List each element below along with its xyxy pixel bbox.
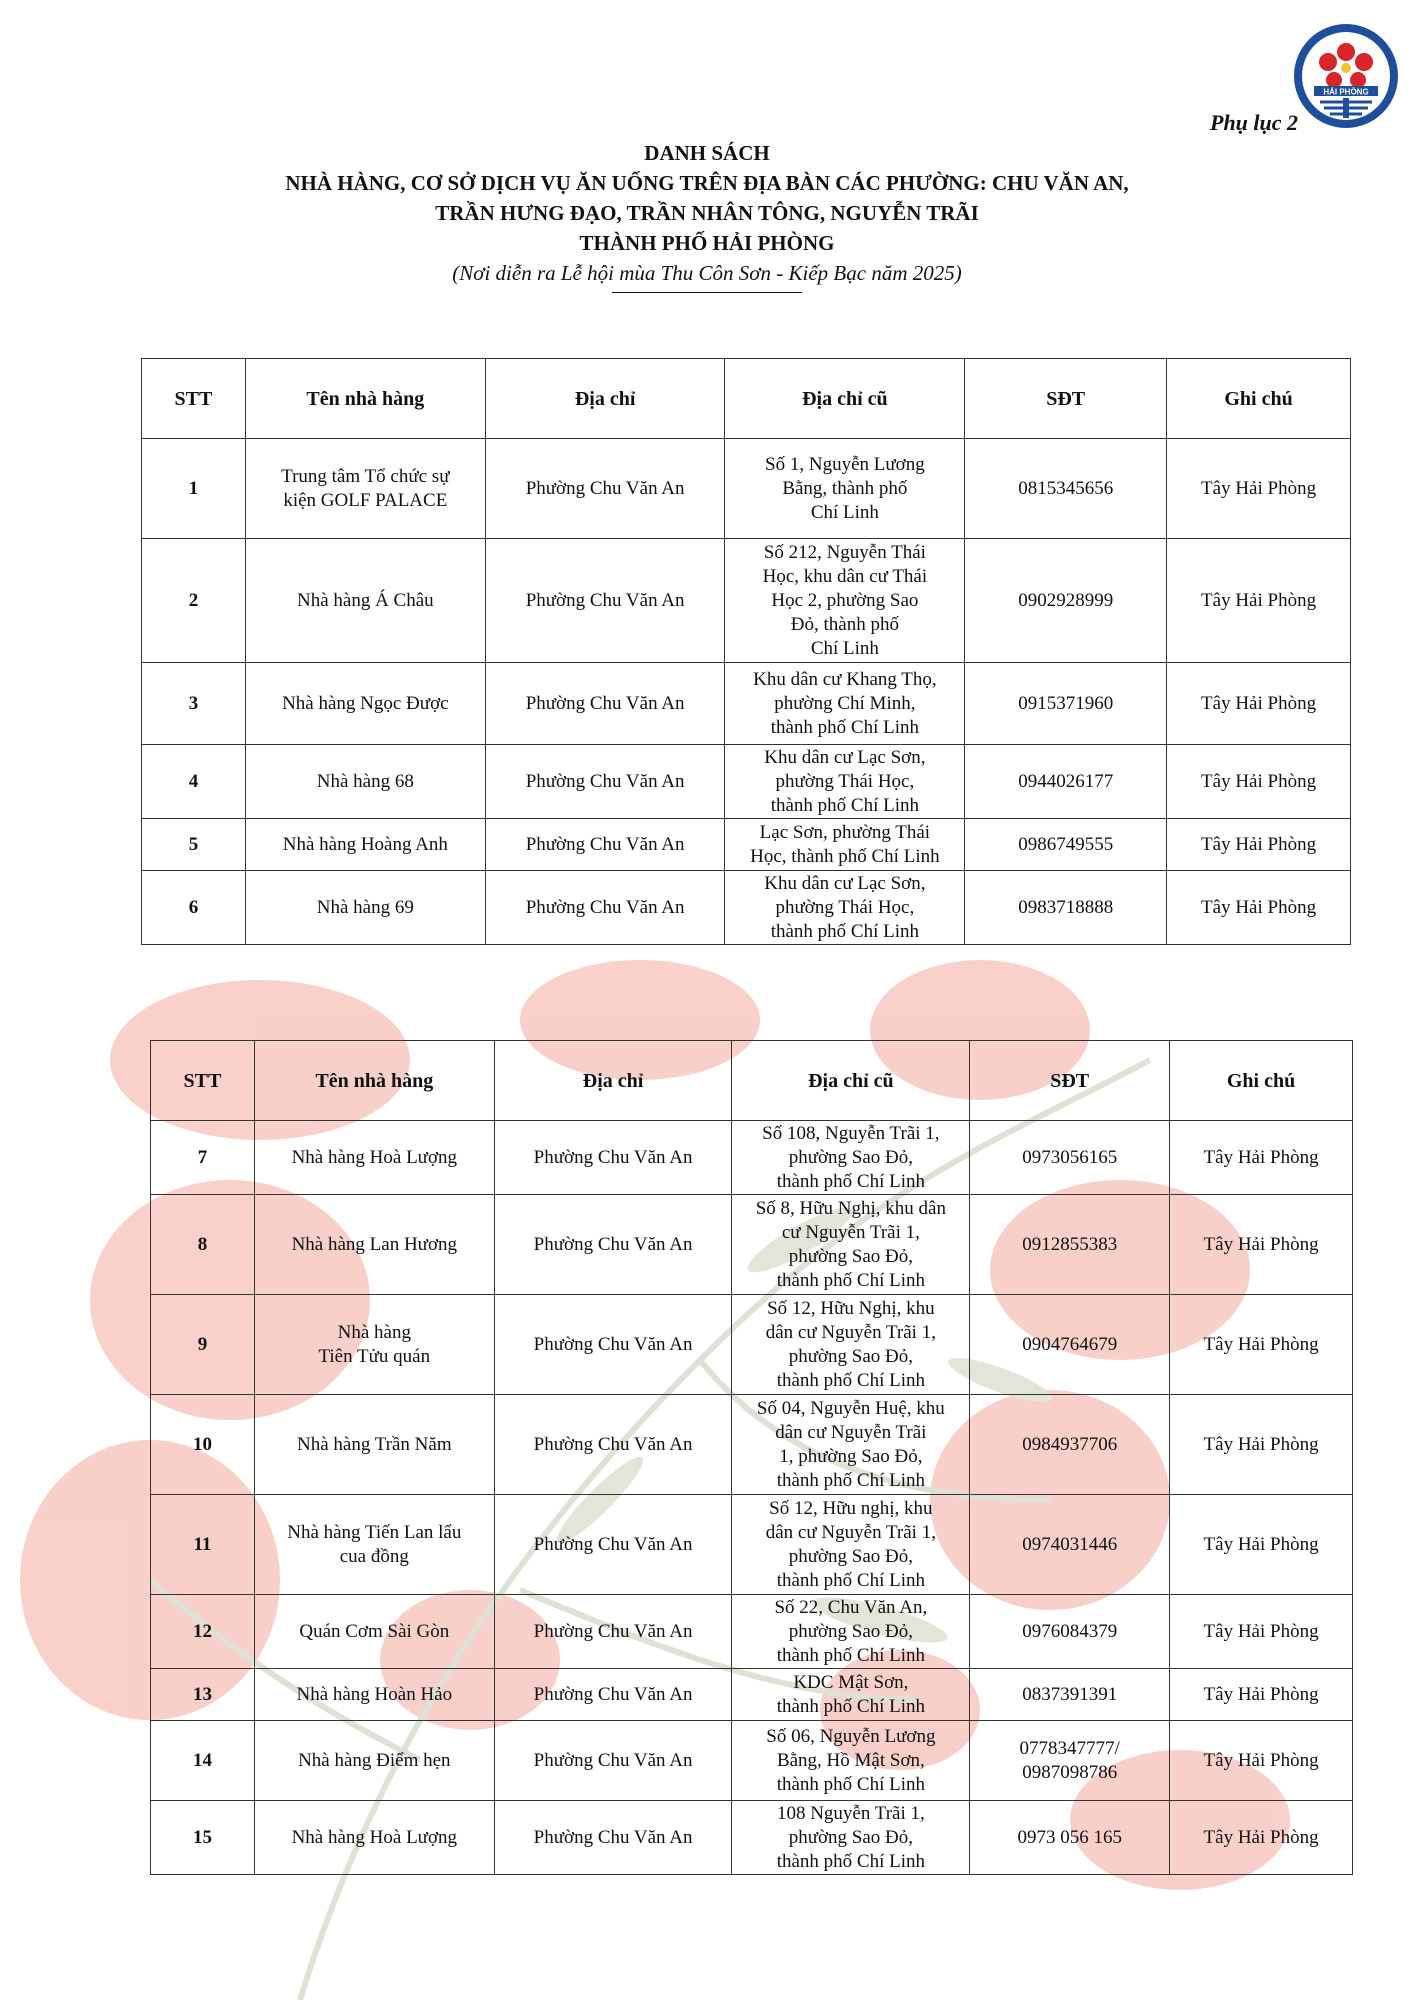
name-cell-line: kiện GOLF PALACE (283, 489, 448, 511)
old-address-cell-line: cư Nguyễn Trãi 1, (781, 1221, 920, 1243)
old-address-cell-line: thành phố Chí Linh (776, 1695, 926, 1717)
phone-cell (965, 745, 1167, 819)
phone-cell (970, 1669, 1170, 1721)
hai-phong-logo (1290, 20, 1402, 132)
old-address-cell-line: thành phố Chí Linh (776, 1269, 926, 1291)
stt-cell: 11 (151, 1495, 255, 1595)
old-address-cell-line: Số 1, Nguyễn Lương (765, 453, 925, 475)
old-address-cell-line: phường Sao Đỏ, (788, 1545, 914, 1567)
old-address-cell (732, 1495, 970, 1595)
name-cell (245, 539, 485, 663)
address-cell: Phường Chu Văn An (494, 1595, 732, 1669)
old-address-cell (725, 439, 965, 539)
note-cell: Tây Hải Phòng (1167, 539, 1351, 663)
address-cell: Phường Chu Văn An (485, 871, 725, 945)
stt-cell: 9 (151, 1295, 255, 1395)
address-cell: Phường Chu Văn An (494, 1121, 732, 1195)
old-address-cell-line: Số 12, Hữu Nghị, khu (767, 1297, 935, 1319)
stt-cell: 4 (142, 745, 246, 819)
note-cell: Tây Hải Phòng (1167, 745, 1351, 819)
old-address-cell-line: dân cư Nguyễn Trãi (775, 1421, 927, 1443)
old-address-cell-line: thành phố Chí Linh (776, 1773, 926, 1795)
old-address-cell-line: 108 Nguyễn Trãi 1, (776, 1802, 925, 1824)
note-cell: Tây Hải Phòng (1170, 1495, 1353, 1595)
name-cell-line: Nhà hàng (337, 1321, 411, 1343)
table-row (151, 1595, 1353, 1669)
old-address-cell-line: phường Sao Đỏ, (788, 1620, 914, 1642)
address-cell: Phường Chu Văn An (485, 663, 725, 745)
phone-cell-line: 0973 056 165 (1017, 1826, 1122, 1848)
old-address-cell-line: Học 2, phường Sao (771, 589, 919, 611)
old-address-cell-line: Bằng, Hồ Mật Sơn, (776, 1749, 925, 1771)
note-cell: Tây Hải Phòng (1167, 439, 1351, 539)
name-cell (254, 1121, 494, 1195)
table-row (142, 439, 1351, 539)
old-address-cell (732, 1195, 970, 1295)
old-address-cell-line: 1, phường Sao Đỏ, (779, 1445, 923, 1467)
name-cell-line: Tiên Tửu quán (318, 1345, 431, 1367)
col-note: Ghi chú (1170, 1041, 1353, 1121)
name-cell-line: Nhà hàng Hoà Lượng (291, 1146, 458, 1168)
old-address-cell-line: phường Sao Đỏ, (788, 1146, 914, 1168)
old-address-cell-line: Số 06, Nguyễn Lương (766, 1725, 936, 1747)
phone-cell-line: 0815345656 (1018, 477, 1114, 499)
name-cell-line: Nhà hàng Ngọc Được (282, 692, 449, 714)
old-address-cell-line: phường Sao Đỏ, (788, 1826, 914, 1848)
old-address-cell-line: thành phố Chí Linh (770, 716, 920, 738)
old-address-cell-line: thành phố Chí Linh (770, 920, 920, 942)
stt-cell: 12 (151, 1595, 255, 1669)
stt-cell: 2 (142, 539, 246, 663)
header-rule (612, 292, 802, 293)
phone-cell (970, 1721, 1170, 1801)
table-row (151, 1801, 1353, 1875)
note-cell: Tây Hải Phòng (1170, 1669, 1353, 1721)
phone-cell-line: 0973056165 (1022, 1146, 1118, 1168)
old-address-cell-line: thành phố Chí Linh (776, 1644, 926, 1666)
old-address-cell-line: KDC Mật Sơn, (793, 1671, 909, 1693)
old-address-cell-line: dân cư Nguyễn Trãi 1, (765, 1521, 936, 1543)
table-row (151, 1495, 1353, 1595)
address-cell: Phường Chu Văn An (494, 1495, 732, 1595)
name-cell-line: cua đồng (339, 1545, 409, 1567)
table-row (142, 871, 1351, 945)
document-header (0, 138, 1414, 293)
name-cell (245, 745, 485, 819)
name-cell-line: Quán Cơm Sài Gòn (299, 1620, 450, 1642)
note-cell: Tây Hải Phòng (1170, 1121, 1353, 1195)
note-cell: Tây Hải Phòng (1170, 1295, 1353, 1395)
stt-cell: 8 (151, 1195, 255, 1295)
old-address-cell-line: thành phố Chí Linh (776, 1170, 926, 1192)
address-cell: Phường Chu Văn An (485, 819, 725, 871)
old-address-cell-line: Khu dân cư Lạc Sơn, (764, 746, 926, 768)
old-address-cell-line: Số 12, Hữu nghị, khu (769, 1497, 933, 1519)
appendix-label: Phụ lục 2 (1210, 110, 1299, 135)
phone-cell (965, 871, 1167, 945)
old-address-cell-line: thành phố Chí Linh (776, 1369, 926, 1391)
name-cell-line: Nhà hàng Tiến Lan lẩu (287, 1521, 462, 1543)
name-cell-line: Nhà hàng Á Châu (296, 589, 434, 611)
header-title: DANH SÁCH (644, 141, 770, 165)
old-address-cell (725, 539, 965, 663)
col-name: Tên nhà hàng (245, 359, 485, 439)
name-cell (245, 819, 485, 871)
address-cell: Phường Chu Văn An (485, 539, 725, 663)
col-phone: SĐT (965, 359, 1167, 439)
old-address-cell-line: thành phố Chí Linh (776, 1569, 926, 1591)
old-address-cell-line: Số 04, Nguyễn Huệ, khu (756, 1397, 945, 1419)
old-address-cell-line: thành phố Chí Linh (776, 1469, 926, 1491)
old-address-cell-line: Số 108, Nguyễn Trãi 1, (762, 1122, 940, 1144)
name-cell (254, 1721, 494, 1801)
name-cell-line: Trung tâm Tổ chức sự (281, 465, 450, 487)
logo-text: HẢI PHÒNG (1323, 87, 1369, 97)
phone-cell (965, 819, 1167, 871)
old-address-cell-line: phường Sao Đỏ, (788, 1245, 914, 1267)
col-stt: STT (142, 359, 246, 439)
name-cell-line: Nhà hàng Hoà Lượng (291, 1826, 458, 1848)
phone-cell-line: 0915371960 (1018, 692, 1114, 714)
old-address-cell-line: phường Sao Đỏ, (788, 1345, 914, 1367)
old-address-cell-line: Học, khu dân cư Thái (762, 565, 928, 587)
old-address-cell (732, 1721, 970, 1801)
old-address-cell-line: Chí Linh (810, 637, 879, 659)
phone-cell-line: 0987098786 (1022, 1761, 1118, 1783)
table-2-body (151, 1121, 1353, 1875)
old-address-cell (732, 1669, 970, 1721)
stt-cell: 6 (142, 871, 246, 945)
address-cell: Phường Chu Văn An (494, 1721, 732, 1801)
name-cell (254, 1295, 494, 1395)
old-address-cell (732, 1295, 970, 1395)
name-cell-line: Nhà hàng Trần Năm (296, 1433, 452, 1455)
phone-cell (970, 1595, 1170, 1669)
stt-cell: 7 (151, 1121, 255, 1195)
address-cell: Phường Chu Văn An (494, 1669, 732, 1721)
stt-cell: 14 (151, 1721, 255, 1801)
phone-cell (965, 439, 1167, 539)
phone-cell-line: 0944026177 (1018, 770, 1114, 792)
old-address-cell-line: Khu dân cư Khang Thọ, (753, 668, 937, 690)
restaurant-table-1 (141, 358, 1351, 945)
name-cell (254, 1495, 494, 1595)
name-cell (245, 439, 485, 539)
header-line-4: THÀNH PHỐ HẢI PHÒNG (579, 231, 835, 255)
note-cell: Tây Hải Phòng (1170, 1395, 1353, 1495)
address-cell: Phường Chu Văn An (485, 745, 725, 819)
old-address-cell (725, 663, 965, 745)
stt-cell: 10 (151, 1395, 255, 1495)
old-address-cell (725, 871, 965, 945)
name-cell (254, 1801, 494, 1875)
table-row (151, 1721, 1353, 1801)
old-address-cell-line: Số 8, Hữu Nghị, khu dân (755, 1197, 946, 1219)
table-row (151, 1195, 1353, 1295)
old-address-cell-line: Đỏ, thành phố (790, 613, 899, 635)
phone-cell (970, 1195, 1170, 1295)
old-address-cell-line: phường Chí Minh, (774, 692, 916, 714)
note-cell: Tây Hải Phòng (1167, 819, 1351, 871)
address-cell: Phường Chu Văn An (494, 1801, 732, 1875)
phone-cell (970, 1801, 1170, 1875)
phone-cell (970, 1395, 1170, 1495)
name-cell (245, 663, 485, 745)
table-row (151, 1121, 1353, 1195)
old-address-cell-line: Chí Linh (810, 501, 879, 523)
phone-cell (965, 663, 1167, 745)
old-address-cell-line: Khu dân cư Lạc Sơn, (764, 872, 926, 894)
table-header-row (151, 1041, 1353, 1121)
col-address: Địa chỉ (494, 1041, 732, 1121)
old-address-cell-line: Lạc Sơn, phường Thái (759, 821, 931, 843)
note-cell: Tây Hải Phòng (1167, 663, 1351, 745)
col-old-address: Địa chỉ cũ (732, 1041, 970, 1121)
table-row (151, 1295, 1353, 1395)
phone-cell (970, 1295, 1170, 1395)
table-row (142, 745, 1351, 819)
old-address-cell-line: Số 22, Chu Văn An, (774, 1596, 928, 1618)
stt-cell: 5 (142, 819, 246, 871)
address-cell: Phường Chu Văn An (485, 439, 725, 539)
phone-cell-line: 0986749555 (1018, 833, 1114, 855)
name-cell (245, 871, 485, 945)
col-stt: STT (151, 1041, 255, 1121)
phone-cell-line: 0976084379 (1022, 1620, 1118, 1642)
old-address-cell-line: thành phố Chí Linh (776, 1850, 926, 1872)
address-cell: Phường Chu Văn An (494, 1195, 732, 1295)
name-cell-line: Nhà hàng Lan Hương (291, 1233, 458, 1255)
name-cell (254, 1195, 494, 1295)
name-cell-line: Nhà hàng Điểm hẹn (298, 1749, 451, 1771)
table-row (142, 539, 1351, 663)
old-address-cell-line: phường Thái Học, (775, 770, 915, 792)
name-cell-line: Nhà hàng Hoàn Hảo (296, 1683, 453, 1705)
header-line-2: NHÀ HÀNG, CƠ SỞ DỊCH VỤ ĂN UỐNG TRÊN ĐỊA BÀN CÁC PHƯỜNG: CHU VĂN AN, (285, 171, 1129, 195)
table-row (142, 663, 1351, 745)
address-cell: Phường Chu Văn An (494, 1295, 732, 1395)
table-header-row (142, 359, 1351, 439)
address-cell: Phường Chu Văn An (494, 1395, 732, 1495)
note-cell: Tây Hải Phòng (1170, 1595, 1353, 1669)
phone-cell (965, 539, 1167, 663)
stt-cell: 15 (151, 1801, 255, 1875)
old-address-cell (725, 819, 965, 871)
old-address-cell-line: thành phố Chí Linh (770, 794, 920, 816)
phone-cell-line: 0904764679 (1022, 1333, 1118, 1355)
old-address-cell-line: Số 212, Nguyễn Thái (763, 541, 926, 563)
phone-cell-line: 0837391391 (1022, 1683, 1118, 1705)
col-phone: SĐT (970, 1041, 1170, 1121)
phone-cell-line: 0983718888 (1018, 896, 1114, 918)
old-address-cell (732, 1595, 970, 1669)
name-cell-line: Nhà hàng 69 (316, 896, 414, 918)
stt-cell: 3 (142, 663, 246, 745)
note-cell: Tây Hải Phòng (1167, 871, 1351, 945)
col-old-address: Địa chỉ cũ (725, 359, 965, 439)
phone-cell-line: 0778347777/ (1019, 1737, 1120, 1759)
old-address-cell (732, 1395, 970, 1495)
name-cell-line: Nhà hàng 68 (316, 770, 414, 792)
col-name: Tên nhà hàng (254, 1041, 494, 1121)
table-1-body (142, 439, 1351, 945)
phone-cell-line: 0984937706 (1022, 1433, 1118, 1455)
phone-cell-line: 0902928999 (1018, 589, 1114, 611)
stt-cell: 13 (151, 1669, 255, 1721)
phone-cell-line: 0974031446 (1022, 1533, 1118, 1555)
note-cell: Tây Hải Phòng (1170, 1721, 1353, 1801)
note-cell: Tây Hải Phòng (1170, 1801, 1353, 1875)
stt-cell: 1 (142, 439, 246, 539)
phone-cell (970, 1121, 1170, 1195)
note-cell: Tây Hải Phòng (1170, 1195, 1353, 1295)
old-address-cell (732, 1121, 970, 1195)
phone-cell (970, 1495, 1170, 1595)
name-cell (254, 1595, 494, 1669)
name-cell-line: Nhà hàng Hoàng Anh (282, 833, 448, 855)
phone-cell-line: 0912855383 (1022, 1233, 1118, 1255)
header-line-3: TRẦN HƯNG ĐẠO, TRẦN NHÂN TÔNG, NGUYỄN TRÃI (435, 201, 979, 225)
old-address-cell (725, 745, 965, 819)
old-address-cell-line: dân cư Nguyễn Trãi 1, (765, 1321, 936, 1343)
old-address-cell-line: phường Thái Học, (775, 896, 915, 918)
table-row (151, 1395, 1353, 1495)
restaurant-table-2 (150, 1040, 1353, 1875)
table-row (151, 1669, 1353, 1721)
old-address-cell-line: Học, thành phố Chí Linh (750, 845, 940, 867)
col-address: Địa chỉ (485, 359, 725, 439)
old-address-cell-line: Bằng, thành phố (782, 477, 908, 499)
col-note: Ghi chú (1167, 359, 1351, 439)
header-subtitle: (Nơi diễn ra Lễ hội mùa Thu Côn Sơn - Kiếp Bạc năm 2025) (452, 261, 962, 285)
old-address-cell (732, 1801, 970, 1875)
name-cell (254, 1669, 494, 1721)
name-cell (254, 1395, 494, 1495)
table-row (142, 819, 1351, 871)
